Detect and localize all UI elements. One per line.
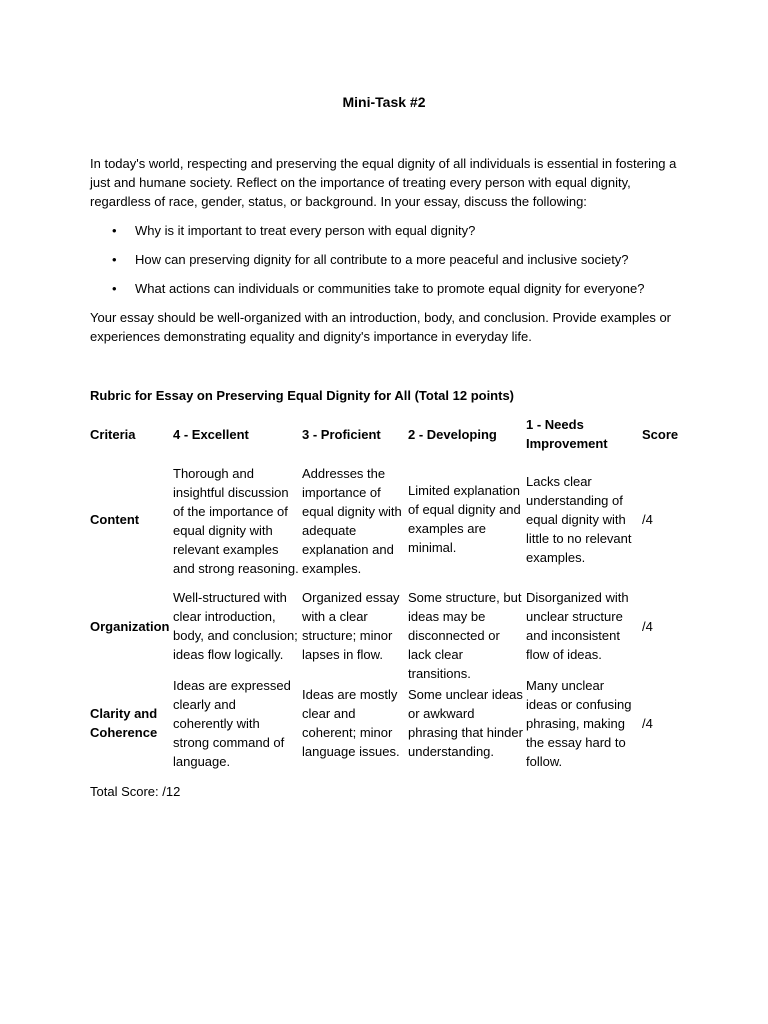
- cell-excellent: Ideas are expressed clearly and coherently with strong command of language.: [173, 677, 291, 769]
- bullet-icon: •: [112, 281, 117, 296]
- cell-score: /4: [642, 715, 653, 731]
- row-criteria: Clarity and Coherence: [90, 706, 158, 740]
- header-excellent: 4 - Excellent: [173, 426, 249, 442]
- row-criteria: Content: [90, 511, 140, 527]
- header-proficient: 3 - Proficient: [302, 426, 381, 442]
- cell-needs-improvement: Disorganized with unclear structure and inconsistent flow of ideas.: [526, 590, 629, 662]
- header-developing: 2 - Developing: [408, 426, 497, 442]
- cell-proficient: Addresses the importance of equal dignity with adequate explanation and examples.: [302, 466, 402, 576]
- cell-score: /4: [642, 618, 653, 634]
- list-item-text: Why is it important to treat every person with equal dignity?: [135, 223, 476, 238]
- cell-developing: Limited explanation of equal dignity and examples are minimal.: [408, 483, 521, 555]
- cell-score: /4: [642, 511, 653, 527]
- cell-needs-improvement: Lacks clear understanding of equal dignity with little to no relevant examples.: [526, 473, 632, 565]
- list-item-text: What actions can individuals or communities take to promote equal dignity for everyone?: [135, 281, 645, 296]
- cell-developing: Some structure, but ideas may be disconnected or lack clear transitions.: [408, 590, 522, 681]
- closing-paragraph: Your essay should be well-organized with an introduction, body, and conclusion. Provide examples or experiences demonstrating equality and dignity's importance in everyday life.: [90, 310, 672, 344]
- cell-proficient: Organized essay with a clear structure; minor lapses in flow.: [302, 590, 400, 662]
- row-criteria: Organization: [90, 618, 170, 634]
- list-item: [90, 279, 690, 308]
- cell-excellent: Thorough and insightful discussion of the importance of equal dignity with relevant examples and strong reasoning.: [173, 466, 299, 576]
- cell-excellent: Well-structured with clear introduction, body, and conclusion; ideas flow logically.: [173, 590, 298, 662]
- list-item-text: How can preserving dignity for all contribute to a more peaceful and inclusive society?: [135, 252, 629, 267]
- header-needs-improvement: 1 - Needs Improvement: [526, 417, 608, 451]
- page-title: Mini-Task #2: [342, 94, 426, 110]
- header-score: Score: [642, 426, 679, 442]
- question-list: [90, 221, 690, 308]
- bullet-icon: •: [112, 223, 117, 238]
- header-criteria: Criteria: [90, 426, 136, 442]
- bullet-icon: •: [112, 252, 117, 267]
- total-score: Total Score: /12: [90, 784, 181, 799]
- cell-needs-improvement: Many unclear ideas or confusing phrasing, making the essay hard to follow.: [526, 678, 632, 769]
- cell-proficient: Ideas are mostly clear and coherent; minor language issues.: [302, 687, 400, 759]
- cell-developing: Some unclear ideas or awkward phrasing that hinder understanding.: [408, 687, 523, 759]
- list-item: [90, 221, 690, 250]
- list-item: [90, 250, 690, 279]
- intro-paragraph: In today's world, respecting and preserving the equal dignity of all individuals is essential in fostering a just and humane society. Reflect on the importance of treating every person with equal dignity, regardless of race, gender, status, or background. In your essay, discuss the following:: [90, 156, 677, 209]
- rubric-title: Rubric for Essay on Preserving Equal Dignity for All (Total 12 points): [90, 388, 515, 403]
